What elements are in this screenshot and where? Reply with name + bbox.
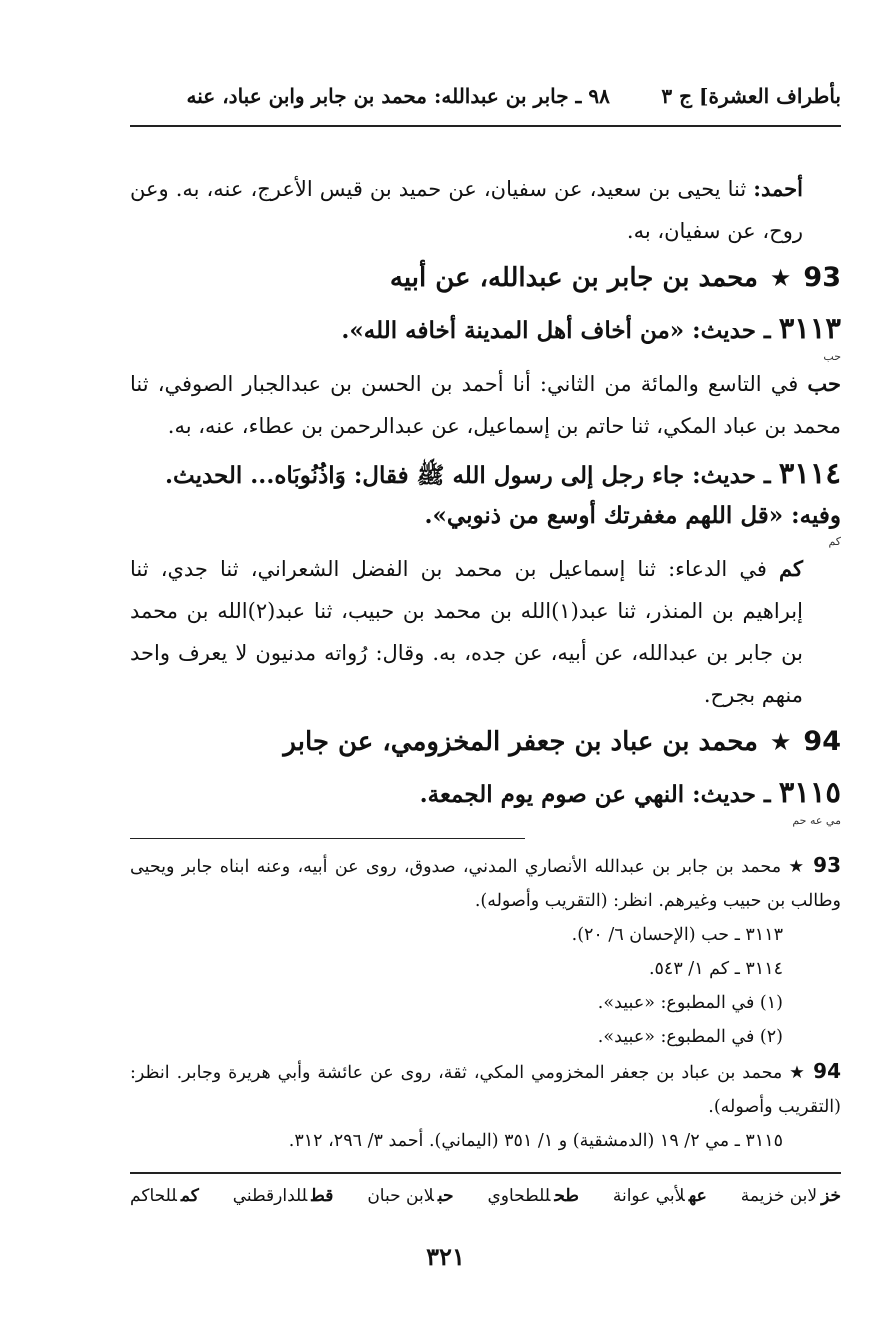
hadith-text: ـ حديث: جاء رجل إلى رسول الله ﷺ فقال: وَاذُنُوبَاه... الحديث. وفيه: «قل اللهم مغفرتك أوسع من ذنوبي». — [164, 462, 841, 529]
footnote-3115: ٣١١٥ ـ مي ٢/ ١٩ (الدمشقية) و ١/ ٣٥١ (اليماني). أحمد ٣/ ٢٩٦، ٣١٢. — [288, 1131, 783, 1151]
running-header — [135, 80, 841, 112]
footer-rule — [130, 1172, 841, 1174]
entry-heading-94 — [130, 718, 841, 766]
hadith-number: ٣١١٤ — [778, 456, 841, 490]
hadith-3114 — [130, 453, 841, 548]
legend-item: حبلابن حبان — [367, 1186, 454, 1206]
footnotes — [130, 848, 841, 1158]
entry-heading-93 — [130, 254, 841, 302]
hadith-number: ٣١١٥ — [778, 775, 841, 809]
paragraph-text: في التاسع والمائة من الثاني: أنا أحمد بن الحسن بن عبدالجبار الصوفي، ثنا محمد بن عباد المكي، ثنا حاتم بن إسماعيل، عن عبدالرحمن بن عطاء، عنه، به. — [130, 372, 841, 438]
main-text — [130, 168, 841, 827]
source-code: حب — [807, 371, 841, 396]
hadith-number: ٣١١٣ — [778, 311, 841, 345]
source-marker: مي عه حم — [792, 814, 841, 827]
paragraph-hakim — [130, 548, 841, 716]
footnote-rule — [130, 838, 525, 839]
source-marker: حب — [823, 350, 841, 363]
paragraph-ahmad — [130, 168, 841, 252]
footnote-93 — [130, 848, 841, 918]
legend-item: قطللدارقطني — [232, 1186, 334, 1206]
footnote-3114: ٣١١٤ ـ كم ١/ ٥٤٣. — [648, 959, 783, 979]
legend-item: طحللطحاوي — [487, 1186, 579, 1206]
page-number: ٣٢١ — [426, 1242, 465, 1271]
hadith-3115 — [130, 772, 841, 827]
star-icon: ★ — [769, 264, 792, 292]
header-rule — [130, 125, 841, 127]
narrator-name: محمد بن جابر بن عبدالله، عن أبيه — [389, 263, 758, 293]
entry-number: 93 — [803, 262, 841, 293]
hadith-text: ـ حديث: «من أخاف أهل المدينة أخافه الله». — [341, 317, 779, 344]
legend-item: عهلأبي عوانة — [612, 1186, 707, 1206]
legend-item: كمللحاكم — [130, 1186, 199, 1206]
legend-item: خزلابن خزيمة — [740, 1186, 841, 1206]
star-icon: ★ — [769, 728, 792, 756]
footnote-text: ★ محمد بن جابر بن عبدالله الأنصاري المدني، صدوق، روى عن أبيه، وعنه ابناه جابر ويحيى وطالب بن حبيب وغيرهم. انظر: (التقريب وأصوله). — [130, 857, 841, 911]
paragraph-text: ثنا يحيى بن سعيد، عن سفيان، عن حميد بن قيس الأعرج، عنه، به. وعن روح، عن سفيان، به. — [130, 177, 803, 243]
entry-number: 94 — [803, 726, 841, 757]
footnote-text: ★ محمد بن عباد بن جعفر المخزومي المكي، ثقة، روى عن عائشة وأبي هريرة وجابر. انظر: (التقريب وأصوله). — [130, 1063, 841, 1117]
hadith-text: ـ حديث: النهي عن صوم يوم الجمعة. — [419, 781, 779, 808]
paragraph-hibban — [130, 363, 841, 447]
source-code: كم — [779, 556, 803, 581]
footnote-94 — [130, 1054, 841, 1124]
hadith-3113 — [130, 308, 841, 363]
footnote-2: (٢) في المطبوع: «عبيد». — [597, 1027, 783, 1047]
paragraph-text: في الدعاء: ثنا إسماعيل بن محمد بن الفضل الشعراني، ثنا جدي، ثنا إبراهيم بن المنذر، ثنا عبد(١)الله بن محمد بن حبيب، ثنا عبد(٢)الله بن محمد بن جابر بن عبدالله، عن أبيه، عن جده، به. وقال: رُواته مدنيون لا يعرف واحد منهم بجرح. — [130, 557, 803, 707]
source-marker: كم — [828, 535, 841, 548]
abbreviation-legend — [130, 1186, 841, 1206]
footnote-1: (١) في المطبوع: «عبيد». — [597, 993, 783, 1013]
footnote-number: 93 — [813, 853, 841, 877]
source-code: أحمد: — [753, 176, 803, 201]
narrator-name: محمد بن عباد بن جعفر المخزومي، عن جابر — [283, 727, 758, 757]
footnote-3113: ٣١١٣ ـ حب (الإحسان ٦/ ٢٠). — [571, 925, 783, 945]
header-chapter-title: ٩٨ ـ جابر بن عبدالله: محمد بن جابر وابن عباد، عنه — [186, 84, 610, 108]
footnote-number: 94 — [813, 1059, 841, 1083]
header-volume: بأطراف العشرة] ج ٣ — [661, 84, 841, 108]
